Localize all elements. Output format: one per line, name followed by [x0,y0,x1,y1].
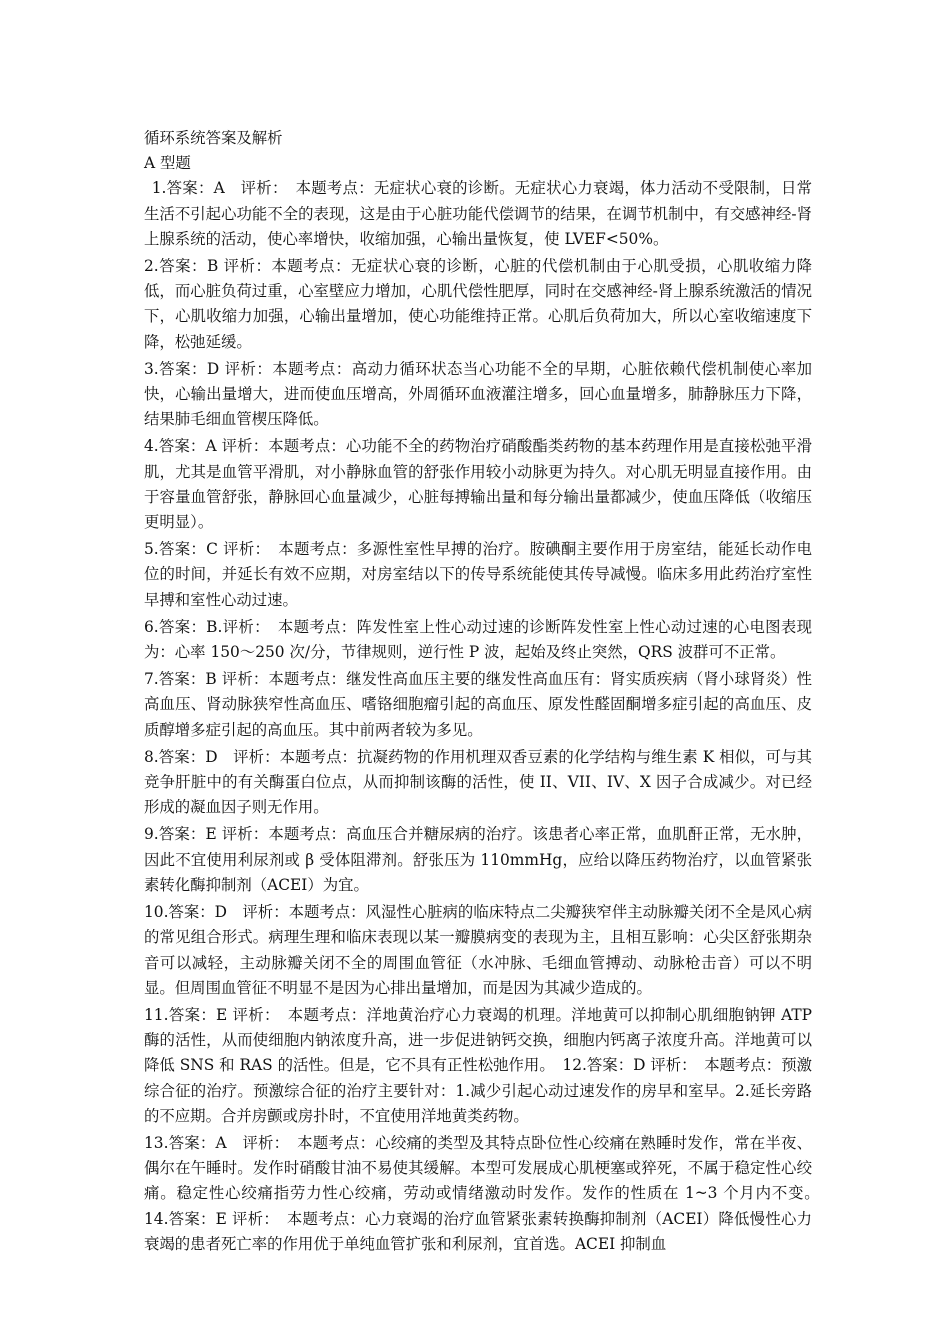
answer-paragraph: 7.答案：B 评析：本题考点：继发性高血压主要的继发性高血压有：肾实质疾病（肾小球肾炎）性高血压、肾动脉狭窄性高血压、嗜铬细胞瘤引起的高血压、原发性醛固酮增多症引起的高血压、皮质醇增多症引起的高血压。其中前两者较为多见。 [144,670,812,739]
answer-paragraph: 1.答案：A 评析： 本题考点：无症状心衰的诊断。无症状心力衰竭，体力活动不受限制，日常生活不引起心功能不全的表现，这是由于心脏功能代偿调节的结果，在调节机制中，有交感神经-肾上腺系统的活动，使心率增快，收缩加强，心输出量恢复，使 LVEF<50%。 [144,179,812,248]
section-heading: A 型题 [144,154,191,173]
answer-paragraph: 2.答案：B 评析：本题考点：无症状心衰的诊断，心脏的代偿机制由于心肌受损，心肌收缩力降低，而心脏负荷过重，心室壁应力增加，心肌代偿性肥厚，同时在交感神经-肾上腺系统激活的情况下，心肌收缩力加强，心输出量增加，使心功能维持正常。心肌后负荷加大，所以心室收缩速度下降，松弛延缓。 [144,257,812,351]
document-page [144,126,828,1259]
document-title: 循环系统答案及解析 [144,129,283,147]
answer-paragraph: 5.答案：C 评析： 本题考点：多源性室性早搏的治疗。胺碘酮主要作用于房室结，能延长动作电位的时间，并延长有效不应期，对房室结以下的传导系统能使其传导减慢。临床多用此药治疗室性早搏和室性心动过速。 [144,540,812,609]
answer-paragraph: 4.答案：A 评析：本题考点：心功能不全的药物治疗硝酸酯类药物的基本药理作用是直接松弛平滑肌，尤其是血管平滑肌，对小静脉血管的舒张作用较小动脉更为持久。对心肌无明显直接作用。由于容量血管舒张，静脉回心血量减少，心脏每搏输出量和每分输出量都减少，使血压降低（收缩压更明显）。 [144,437,812,532]
answer-paragraph: 10.答案：D 评析：本题考点：风湿性心脏病的临床特点二尖瓣狭窄伴主动脉瓣关闭不全是风心病的常见组合形式。病理生理和临床表现以某一瓣膜病变的表现为主，且相互影响：心尖区舒张期杂音可以减轻，主动脉瓣关闭不全的周围血管征（水冲脉、毛细血管搏动、动脉枪击音）可以不明显。但周围血管征不明显不是因为心排出量增加，而是因为其减少造成的。 [144,903,812,997]
answer-paragraph: 8.答案：D 评析：本题考点：抗凝药物的作用机理双香豆素的化学结构与维生素 K 相似，可与其竞争肝脏中的有关酶蛋白位点，从而抑制该酶的活性，使 II、VII、IV、X 因子合成减少。对已经形成的凝血因子则无作用。 [144,747,812,817]
answer-paragraph: 6.答案：B.评析： 本题考点：阵发性室上性心动过速的诊断阵发性室上性心动过速的心电图表现为：心率 150～250 次/分，节律规则，逆行性 P 波，起始及终止突然，QRS 波群可不正常。 [144,617,812,662]
answer-paragraph: 11.答案：E 评析： 本题考点：洋地黄治疗心力衰竭的机理。洋地黄可以抑制心肌细胞钠钾 ATP 酶的活性，从而使细胞内钠浓度升高，进一步促进钠钙交换，细胞内钙离子浓度升高。洋地黄可以降低 SNS 和 RAS 的活性。但是，它不具有正性松弛作用。 12.答案：D 评析： 本题考点：预激综合征的治疗。预激综合征的治疗主要针对：1.减少引起心动过速发作的房早和室早。2.延长旁路的不应期。合并房颤或房扑时，不宜使用洋地黄类药物。 [144,1005,812,1125]
answer-paragraph: 9.答案：E 评析：本题考点：高血压合并糖尿病的治疗。该患者心率正常，血肌酐正常，无水肿，因此不宜使用利尿剂或 β 受体阻滞剂。舒张压为 110mmHg，应给以降压药物治疗，以血管紧张素转化酶抑制剂（ACEI）为宜。 [144,825,812,894]
answer-paragraph: 3.答案：D 评析：本题考点：高动力循环状态当心功能不全的早期，心脏依赖代偿机制使心率加快，心输出量增大，进而使血压增高，外周循环血液灌注增多，回心血量增多，肺静脉压力下降，结果肺毛细血管楔压降低。 [144,359,812,429]
answer-paragraph: 13.答案：A 评析： 本题考点：心绞痛的类型及其特点卧位性心绞痛在熟睡时发作，常在半夜、偶尔在午睡时。发作时硝酸甘油不易使其缓解。本型可发展成心肌梗塞或猝死，不属于稳定性心绞痛。稳定性心绞痛指劳力性心绞痛，劳动或情绪激动时发作。发作的性质在 1~3 个月内不变。 14.答案：E 评析： 本题考点：心力衰竭的治疗血管紧张素转换酶抑制剂（ACEI）降低慢性心力衰竭的患者死亡率的作用优于单纯血管扩张和利尿剂，宜首选。ACEI 抑制血 [144,1133,828,1253]
